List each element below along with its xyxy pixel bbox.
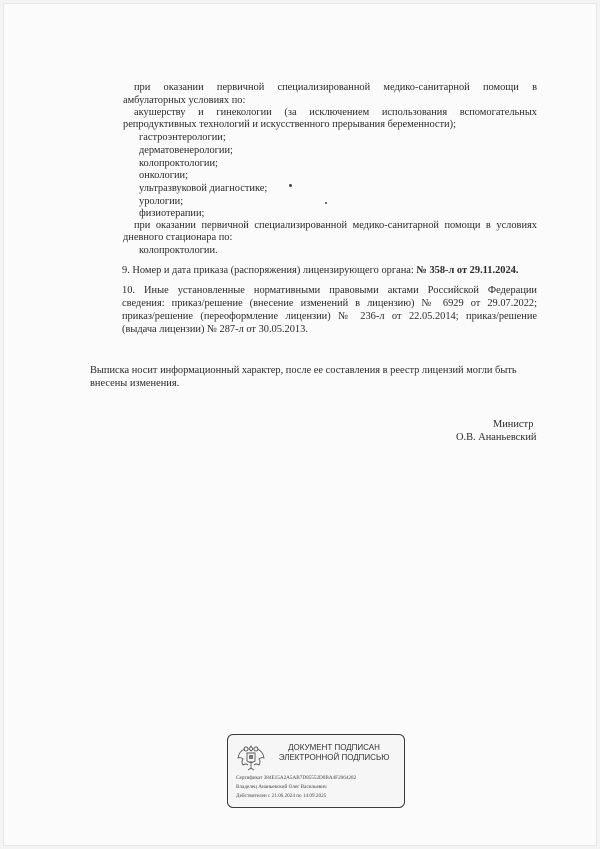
order-number-line: [122, 264, 518, 277]
other-info-line: сведения: приказ/решение (внесение изменений в лицензию) № 6929 от 29.07.2022;: [122, 298, 537, 309]
scan-speck: [325, 202, 327, 204]
scope-item: урологии;: [139, 196, 184, 207]
other-info-line: 10. Иные установленные нормативными правовыми актами Российской Федерации: [122, 285, 537, 296]
scope-intro-line-2: амбулаторных условиях по:: [123, 95, 246, 106]
scope-item: гастроэнтерологии;: [139, 132, 226, 143]
stamp-owner: Владелец Ананьевский Олег Васильевич: [236, 784, 327, 790]
coat-of-arms-icon: [236, 742, 266, 774]
scope-item: ультразвуковой диагностике;: [139, 183, 268, 194]
disclaimer-line: внесены изменения.: [90, 378, 180, 389]
scope-item: колопроктологии;: [139, 158, 218, 169]
scope-item: дерматовенерологии;: [139, 145, 233, 156]
order-number-value: № 358-л от 29.11.2024.: [416, 265, 519, 276]
other-info-line: приказ/решение (переоформление лицензии) № 236-л от 22.05.2014; приказ/решение: [122, 311, 537, 322]
scope-item-obstetrics: акушерству и гинекологии (за исключением использования вспомогательных: [134, 107, 537, 118]
order-number-label: 9. Номер и дата приказа (распоряжения) лицензирующего органа:: [122, 265, 414, 276]
signatory-position: Министр: [493, 419, 534, 430]
stamp-certificate: Сертификат 384E15A2A5AB7D85552D0BA4F2064282: [236, 775, 357, 781]
electronic-signature-stamp: [227, 734, 405, 808]
stamp-title: [268, 743, 400, 762]
scope-intro-line: при оказании первичной специализированной медико-санитарной помощи в: [134, 82, 537, 93]
scope-day-hospital-line-2: дневного стационара по:: [123, 232, 233, 243]
other-info-line: (выдача лицензии) № 287-л от 30.05.2013.: [122, 324, 308, 335]
stamp-validity: Действителен с 21.06.2024 по 14.09.2025: [236, 793, 327, 799]
scope-day-hospital-line: при оказании первичной специализированной медико-санитарной помощи в условиях: [134, 220, 537, 231]
scan-speck: [289, 184, 292, 187]
scope-item: колопроктологии.: [139, 245, 218, 256]
disclaimer-line: Выписка носит информационный характер, после ее составления в реестр лицензий могли быть: [90, 365, 517, 376]
signatory-name: О.В. Ананьевский: [456, 432, 537, 443]
stamp-title-line-1: ДОКУМЕНТ ПОДПИСАН: [288, 743, 380, 752]
scope-item-obstetrics-cont: репродуктивных технологий и искусственного прерывания беременности);: [123, 119, 456, 130]
scope-item: физиотерапии;: [139, 208, 205, 219]
scope-item: онкологии;: [139, 170, 188, 181]
document-page: [3, 3, 597, 846]
stamp-title-line-2: ЭЛЕКТРОННОЙ ПОДПИСЬЮ: [278, 752, 390, 762]
